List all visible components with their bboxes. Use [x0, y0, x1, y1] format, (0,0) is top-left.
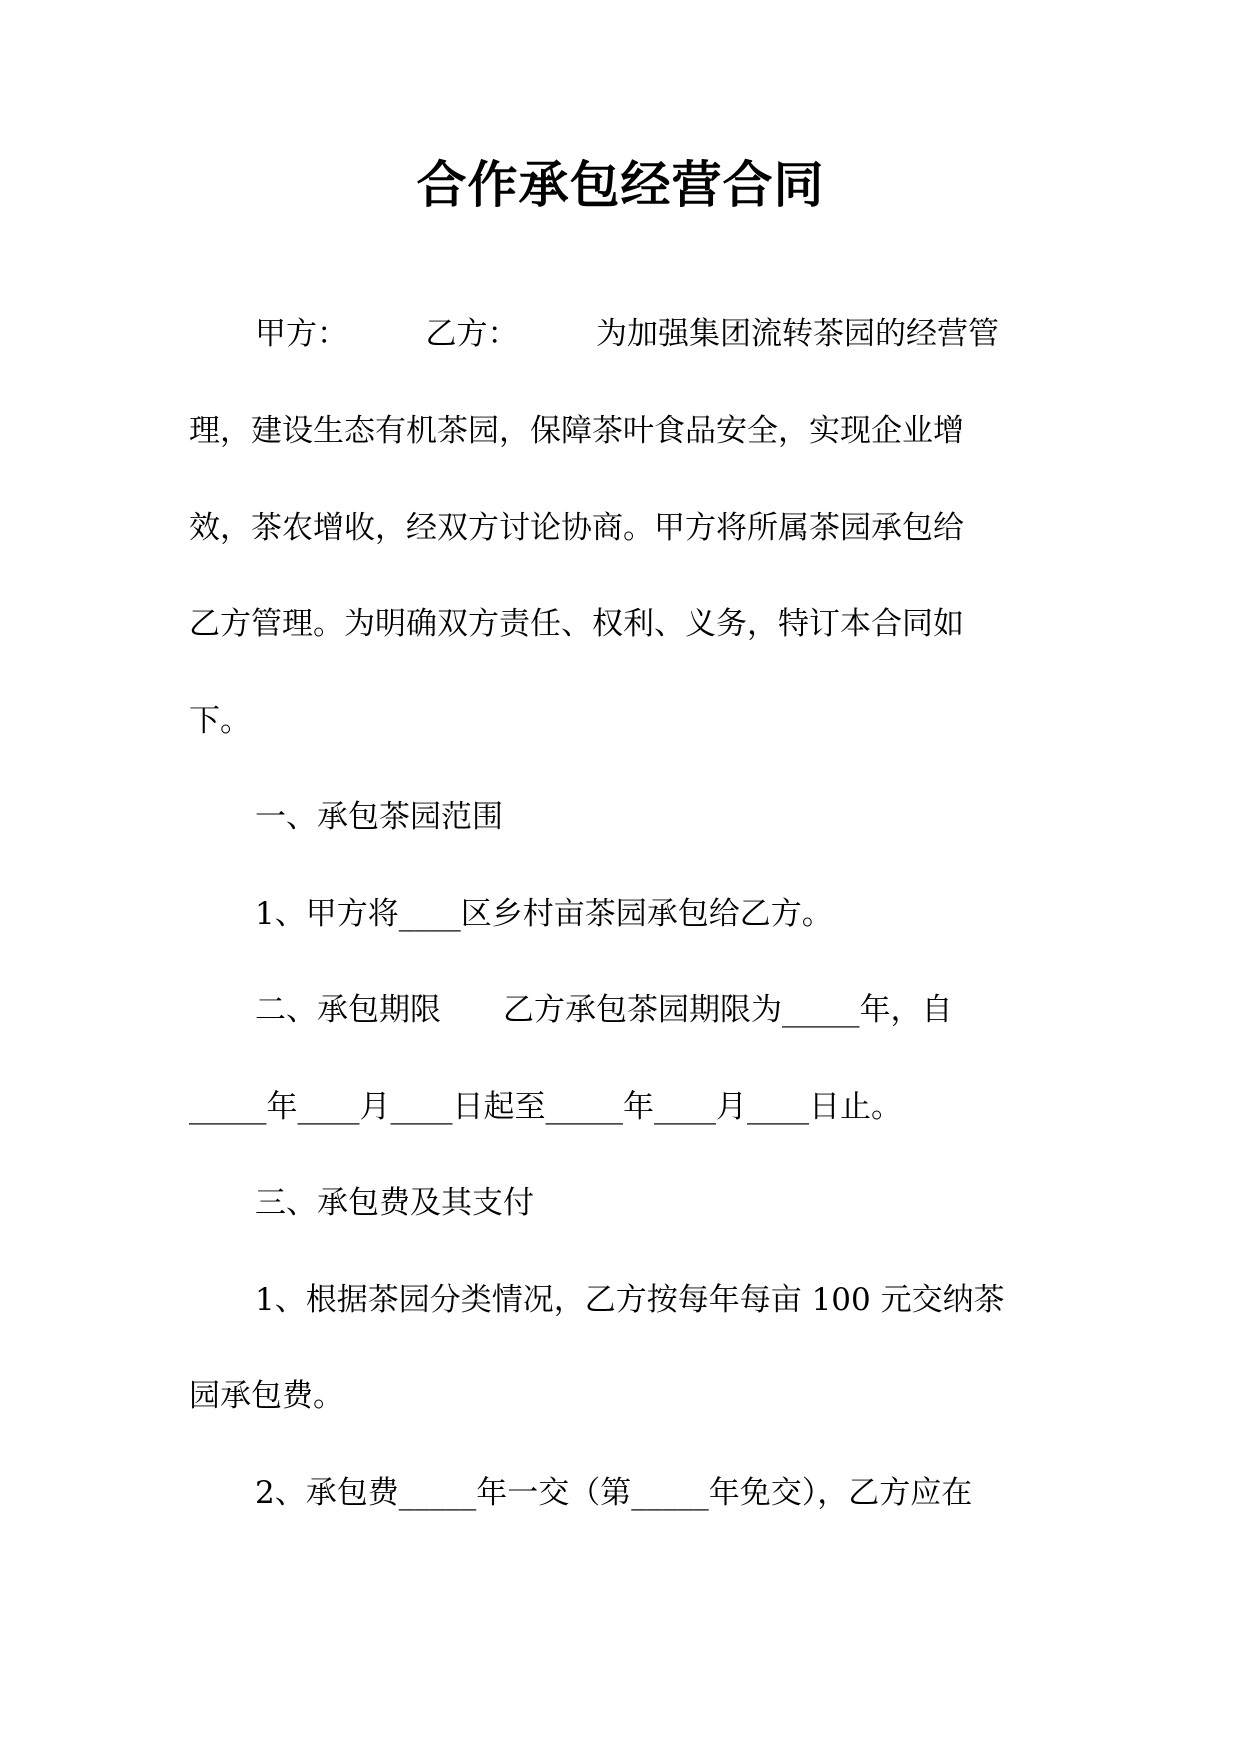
paragraph-line: 下。	[189, 703, 251, 739]
document-body	[189, 0, 1049, 1754]
section-heading: 一、承包茶园范围	[255, 799, 503, 835]
paragraph-line: _____年____月____日起至_____年____月____日止。	[189, 1089, 902, 1125]
paragraph-line: 1、甲方将____区乡村亩茶园承包给乙方。	[255, 896, 833, 932]
paragraph-line: 1、根据茶园分类情况，乙方按每年每亩 100 元交纳茶	[255, 1282, 1005, 1318]
section-heading: 三、承包费及其支付	[255, 1185, 534, 1221]
paragraph-line: 园承包费。	[189, 1378, 344, 1414]
section-heading: 二、承包期限 乙方承包茶园期限为_____年，自	[255, 992, 953, 1028]
paragraph-line: 甲方： 乙方： 为加强集团流转茶园的经营管	[255, 316, 999, 352]
paragraph-line: 效，茶农增收，经双方讨论协商。甲方将所属茶园承包给	[189, 510, 964, 546]
paragraph-line: 理，建设生态有机茶园，保障茶叶食品安全，实现企业增	[189, 413, 964, 449]
paragraph-line: 2、承包费_____年一交（第_____年免交），乙方应在	[255, 1475, 973, 1511]
paragraph-line: 乙方管理。为明确双方责任、权利、义务，特订本合同如	[189, 606, 964, 642]
document-title: 合作承包经营合同	[416, 156, 825, 214]
